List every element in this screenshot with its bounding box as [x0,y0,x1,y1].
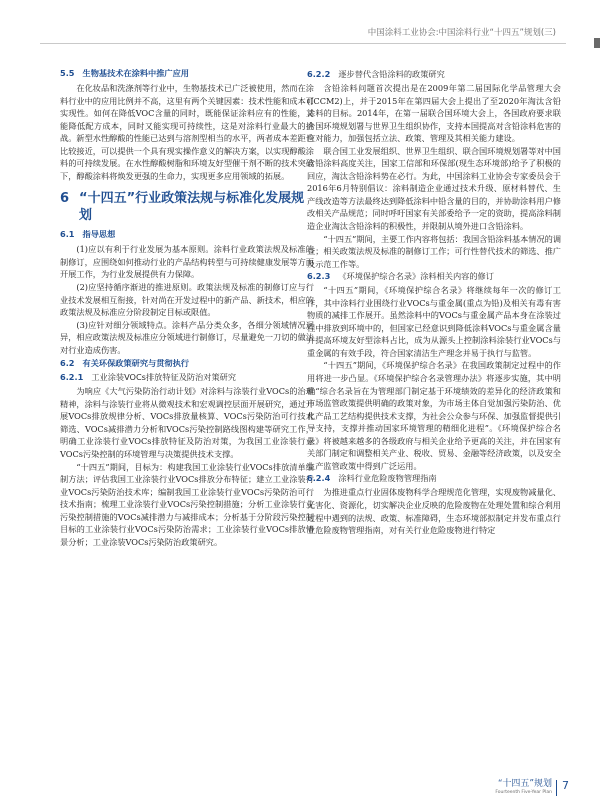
section-title: 指导思想 [82,229,116,240]
paragraph: 含铅涂料问题首次提出是在2009年第二届国际化学品管理大会(ICCM2)上，并于2015年在第四届大会上提出了至2020年淘汰含铅涂料的目标。2014年，在第一届联合国环境大会上，各国政府要求联合国环境规划署与世界卫生组织协作，支持本国提高对含铅涂料危害的应对能力，加强包括立法、政策、管理及其相关能力建设。 [307,83,561,144]
right-column [307,68,561,537]
section-number: 6.2 [60,358,75,369]
running-header: 中国涂料工业协会:中国涂料行业“十四五”规划(三) [367,28,556,38]
paragraph: “十四五”期间，目标为：构建我国工业涂装行业VOCs排放清单编制方法；评估我国工业涂装行业VOCs排放分布特征；建立工业涂装行业VOCs污染防治技术库；编制我国工业涂装行业VOCs污染防治可行技术指南；梳理工业涂装行业VOCs污染控制措施；分析工业涂装行业污染控制措施的VOCs减排潜力与减排成本；分析基于分阶段污染控制目标的工业涂装行业VOCs污染防治需求；工业涂装行业VOCs排放情景分析；工业涂装VOCs污染防治政策研究。 [60,461,314,547]
paragraph: “十四五”期间，主要工作内容将包括：我国含铅涂料基本情况的调查；相关政策法规及标准的制修订工作；可行性替代技术的筛选、推广及示范工作等。 [307,233,562,269]
subsection-number: 6.2.4 [307,473,331,484]
section-6-1-heading [60,229,314,240]
footer-label [468,779,552,796]
subsection-title: 工业涂装VOCs排放特征及防治对策研究 [91,372,237,383]
subsection-number: 6.2.2 [307,69,331,79]
chapter-6-heading [60,190,314,224]
paragraph: 联合国工业发展组织、世界卫生组织、联合国环境规划署等对中国含铅涂料高度关注，国家工信部和环保部(现生态环境部)给予了积极的回应，淘汰含铅涂料势在必行。为此，中国涂料工业协会专家委员会于2016年6月特别倡议：涂料制造企业通过技术升级、原材料替代、生产线改造等方法最终达到降低涂料中铅含量的目的，并协助涂料用户修改相关产品规范；同时呼吁国家有关部委给予一定的资助，提高涂料制造企业淘汰含铅涂料的积极性，并限制从境外进口含铅涂料。 [307,145,561,232]
chapter-title: “十四五”行业政策法规与标准化发展规划 [79,191,305,224]
subsection-6-2-1-heading [60,372,314,383]
paragraph: 为响应《大气污染防治行动计划》对涂料与涂装行业VOCs的治理精神，涂料与涂装行业将从微观技术和宏观调控层面开展研究，通过开展VOCs排放规律分析、VOCs排放量核算、VOCs污染防治可行技术筛选、VOCs减排潜力分析和VOCs污染控制路线图构建等研究工作，明确工业涂装行业VOCs排放特征及防治对策，为我国工业涂装行业VOCs污染控制的环境管理与决策提供技术支撑。 [60,386,314,460]
footer-divider [556,780,557,796]
paragraph: (2)应坚持循序渐进的推进原则。政策法规及标准的制修订应与行业技术发展相互衔接，针对尚在开发过程中的新产品、新技术，相应的政策法规及标准应分阶段制定目标或限值。 [60,282,314,318]
subsection-number: 6.2.3 [307,271,331,282]
subsection-6-2-4-heading [307,473,561,484]
section-5-5-heading [60,68,314,79]
section-6-2-heading [60,358,314,369]
chapter-number: 6 [60,191,70,207]
subsection-number: 6.2.1 [60,372,84,383]
paragraph: (3)应针对细分领域特点。涂料产品分类众多，各细分领域情况迥异，相应政策法规及标准应分领域进行制修订，尽量避免一刀切的做法对行业造成伤害。 [60,319,314,355]
section-title: 有关环保政策研究与贯彻执行 [82,358,189,369]
left-column [60,68,314,548]
page-number: 7 [562,779,569,792]
paragraph: “十四五”期间，《环境保护综合名录》将继续每年一次的修订工作，其中涂料行业围绕行业VOCs与重金属(重点为铅)及相关有毒有害物质的减排工作展开。虽然涂料中的VOCs与重金属产品本身在涂装过程中排放到环境中的，但国家已经意识到降低涂料VOCs与重金属含量并提高环境友好型涂料占比，成为从源头上控制涂料涂装行业VOCs与重金属的有效手段，符合国家清洁生产理念并易于执行与监管。 [307,285,561,358]
section-number: 6.1 [60,229,75,240]
subsection-title: 逐步替代含铅涂料的政策研究 [338,69,445,79]
paragraph: “十四五”期间，《环境保护综合名录》在我国政策制定过程中的作用将进一步凸显。《环境保护综合名录管理办法》将逐步实施，其中明确“综合名录旨在为管理部门制定基于环境绩效的差异化的经济政策和市场监管政策提供明确的政策对象，为市场主体自觉加强污染防治、优化产品工艺结构提供技术支撑，为社会公众参与环保、加强监督提供引导支持，支撑并推动国家环境管理的精细化进程”。《环境保护综合名录》将被越来越多的各级政府与相关企业给予更高的关注，并在国家有关部门制定和调整相关产业、税收、贸易、金融等经济政策，以及安全生产监管政策中得到广泛运用。 [307,360,561,471]
subsection-6-2-2-heading [307,69,561,80]
section-title: 生物基技术在涂料中推广应用 [82,68,189,78]
section-number: 5.5 [60,68,75,78]
subsection-title: 《环境保护综合名录》涂料相关内容的修订 [338,271,494,282]
footer-title: “十四五”规划 [497,779,552,789]
paragraph: 为推进重点行业固体废物科学合理规范化管理，实现废物减量化、无害化、资源化，切实解决企业反映的危险废物在处理处置和综合利用过程中遇到的法规、政策、标准障碍，生态环境部拟制定并发布重点行业危险废物管理指南，对有关行业危险废物进行特定 [307,487,561,536]
subsection-title: 涂料行业危险废物管理指南 [338,473,437,484]
header-rule [40,43,566,44]
subsection-6-2-3-heading [307,271,561,282]
paragraph: 在化妆品和洗涤剂等行业中，生物基技术已广泛被使用，然而在涂料行业中的应用比例并不高，这里有两个关键因素：技术性能和成本可实现性。如何在降低VOC含量的同时，既能保证涂料应有的性能，又能降低配方成本，同时又能实现可持续性，这是对涂料行业最大的挑战。新型水性醇酸的性能已达到与溶剂型相当的水平，两者成本差距也比较接近，可以提供一个具有现实操作意义的解决方案，以实现醇酸涂料的可持续发展。在水性醇酸树脂和环境友好型催干剂不断的技术突破下，醇酸涂料将焕发更强的生命力，实现更多应用领域的拓展。 [60,83,314,181]
footer-subtitle: Fourteenth Five-Year Plan [495,790,552,795]
header-edge-marker [594,38,600,48]
paragraph: (1)应以有利于行业发展为基本原则。涂料行业政策法规及标准的制修订，应围绕如何推动行业的产品结构转型与可持续健康发展等方面开展工作，为行业发展提供有力保障。 [60,244,314,280]
